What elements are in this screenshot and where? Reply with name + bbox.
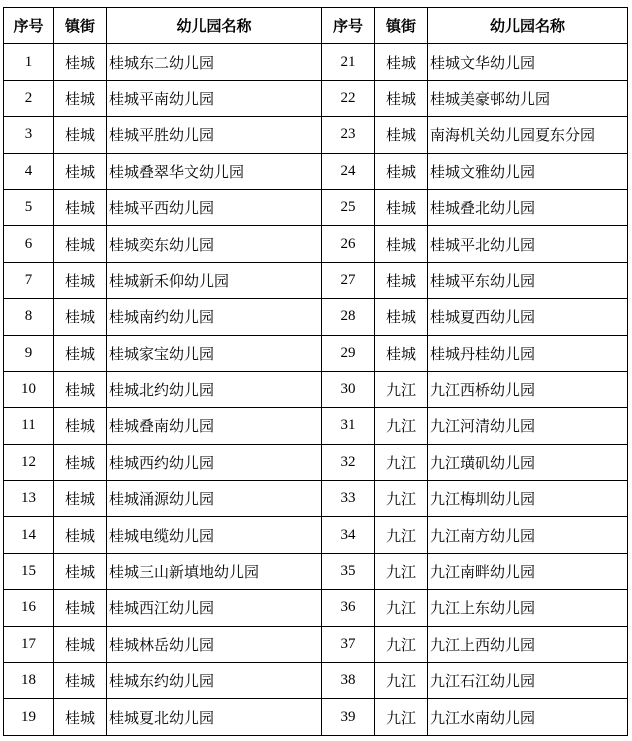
table-row [4, 117, 628, 153]
row-kindergarten-name: 桂城南约幼儿园 [107, 299, 322, 335]
row-kindergarten-name-right: 九江水南幼儿园 [428, 699, 628, 735]
row-index: 4 [4, 153, 54, 189]
row-kindergarten-name: 桂城三山新填地幼儿园 [107, 553, 322, 589]
row-kindergarten-name-right: 九江南方幼儿园 [428, 517, 628, 553]
row-kindergarten-name: 桂城平南幼儿园 [107, 80, 322, 116]
row-kindergarten-name-right: 九江上西幼儿园 [428, 626, 628, 662]
row-index-right: 27 [322, 262, 375, 298]
header-town-right: 镇街 [375, 8, 428, 44]
row-town-right: 桂城 [375, 335, 428, 371]
table-row [4, 663, 628, 699]
row-town-right: 桂城 [375, 189, 428, 225]
row-town-right: 桂城 [375, 80, 428, 116]
row-kindergarten-name: 桂城夏北幼儿园 [107, 699, 322, 735]
row-kindergarten-name-right: 九江西桥幼儿园 [428, 371, 628, 407]
row-town: 桂城 [54, 590, 107, 626]
row-town-right: 九江 [375, 663, 428, 699]
row-town: 桂城 [54, 626, 107, 662]
row-kindergarten-name: 桂城西约幼儿园 [107, 444, 322, 480]
row-index: 17 [4, 626, 54, 662]
table-row [4, 153, 628, 189]
kindergarten-table [3, 7, 628, 736]
row-town: 桂城 [54, 663, 107, 699]
row-town: 桂城 [54, 371, 107, 407]
row-kindergarten-name: 桂城平胜幼儿园 [107, 117, 322, 153]
row-index-right: 34 [322, 517, 375, 553]
table-row [4, 189, 628, 225]
table-row [4, 371, 628, 407]
header-row [4, 8, 628, 44]
row-town: 桂城 [54, 80, 107, 116]
table-row [4, 553, 628, 589]
table-body [4, 44, 628, 735]
row-index-right: 32 [322, 444, 375, 480]
row-kindergarten-name: 桂城北约幼儿园 [107, 371, 322, 407]
row-index: 19 [4, 699, 54, 735]
row-kindergarten-name-right: 九江河清幼儿园 [428, 408, 628, 444]
row-town: 桂城 [54, 335, 107, 371]
row-kindergarten-name: 桂城东约幼儿园 [107, 663, 322, 699]
row-index: 3 [4, 117, 54, 153]
row-kindergarten-name-right: 九江石江幼儿园 [428, 663, 628, 699]
row-town: 桂城 [54, 699, 107, 735]
row-index-right: 35 [322, 553, 375, 589]
row-kindergarten-name: 桂城叠南幼儿园 [107, 408, 322, 444]
row-town: 桂城 [54, 299, 107, 335]
row-kindergarten-name: 桂城西江幼儿园 [107, 590, 322, 626]
row-town-right: 桂城 [375, 299, 428, 335]
row-town: 桂城 [54, 153, 107, 189]
table-row [4, 481, 628, 517]
row-index-right: 30 [322, 371, 375, 407]
row-kindergarten-name-right: 南海机关幼儿园夏东分园 [428, 117, 628, 153]
row-town: 桂城 [54, 553, 107, 589]
row-kindergarten-name-right: 桂城美豪邨幼儿园 [428, 80, 628, 116]
table-row [4, 44, 628, 80]
row-kindergarten-name: 桂城涌源幼儿园 [107, 481, 322, 517]
row-index: 6 [4, 226, 54, 262]
row-index: 14 [4, 517, 54, 553]
row-kindergarten-name: 桂城平西幼儿园 [107, 189, 322, 225]
row-index-right: 23 [322, 117, 375, 153]
row-index: 7 [4, 262, 54, 298]
row-kindergarten-name: 桂城新禾仰幼儿园 [107, 262, 322, 298]
header-index: 序号 [4, 8, 54, 44]
row-index: 11 [4, 408, 54, 444]
row-index-right: 37 [322, 626, 375, 662]
row-index: 12 [4, 444, 54, 480]
row-town: 桂城 [54, 117, 107, 153]
row-index-right: 39 [322, 699, 375, 735]
header-kindergarten-name: 幼儿园名称 [107, 8, 322, 44]
row-index: 8 [4, 299, 54, 335]
table-row [4, 299, 628, 335]
row-kindergarten-name: 桂城家宝幼儿园 [107, 335, 322, 371]
row-town-right: 九江 [375, 517, 428, 553]
row-index: 1 [4, 44, 54, 80]
row-kindergarten-name-right: 九江梅圳幼儿园 [428, 481, 628, 517]
row-index-right: 28 [322, 299, 375, 335]
row-index: 13 [4, 481, 54, 517]
row-kindergarten-name: 桂城林岳幼儿园 [107, 626, 322, 662]
row-index-right: 24 [322, 153, 375, 189]
row-index-right: 38 [322, 663, 375, 699]
row-kindergarten-name-right: 九江璜矶幼儿园 [428, 444, 628, 480]
row-index: 16 [4, 590, 54, 626]
table-row [4, 262, 628, 298]
row-index: 5 [4, 189, 54, 225]
row-index: 10 [4, 371, 54, 407]
table-row [4, 408, 628, 444]
header-town: 镇街 [54, 8, 107, 44]
row-kindergarten-name-right: 桂城文华幼儿园 [428, 44, 628, 80]
row-town: 桂城 [54, 44, 107, 80]
row-town-right: 九江 [375, 626, 428, 662]
row-town: 桂城 [54, 481, 107, 517]
row-town-right: 桂城 [375, 44, 428, 80]
row-index: 18 [4, 663, 54, 699]
row-town: 桂城 [54, 517, 107, 553]
row-index-right: 29 [322, 335, 375, 371]
table-row [4, 80, 628, 116]
table-row [4, 335, 628, 371]
row-index-right: 36 [322, 590, 375, 626]
table-row [4, 590, 628, 626]
row-index-right: 26 [322, 226, 375, 262]
row-kindergarten-name-right: 桂城叠北幼儿园 [428, 189, 628, 225]
row-index: 2 [4, 80, 54, 116]
row-kindergarten-name: 桂城奕东幼儿园 [107, 226, 322, 262]
row-town-right: 九江 [375, 481, 428, 517]
table-row [4, 699, 628, 735]
row-kindergarten-name-right: 桂城文雅幼儿园 [428, 153, 628, 189]
row-kindergarten-name: 桂城叠翠华文幼儿园 [107, 153, 322, 189]
row-kindergarten-name-right: 桂城夏西幼儿园 [428, 299, 628, 335]
row-town-right: 桂城 [375, 153, 428, 189]
row-index: 15 [4, 553, 54, 589]
row-town-right: 九江 [375, 444, 428, 480]
row-town-right: 桂城 [375, 117, 428, 153]
row-index-right: 33 [322, 481, 375, 517]
row-kindergarten-name-right: 桂城平东幼儿园 [428, 262, 628, 298]
row-kindergarten-name-right: 九江南畔幼儿园 [428, 553, 628, 589]
row-index-right: 25 [322, 189, 375, 225]
row-kindergarten-name-right: 桂城平北幼儿园 [428, 226, 628, 262]
row-town-right: 九江 [375, 553, 428, 589]
table-row [4, 517, 628, 553]
row-town: 桂城 [54, 189, 107, 225]
row-kindergarten-name-right: 九江上东幼儿园 [428, 590, 628, 626]
row-index-right: 21 [322, 44, 375, 80]
row-town-right: 桂城 [375, 226, 428, 262]
table-row [4, 226, 628, 262]
row-town-right: 九江 [375, 371, 428, 407]
row-town: 桂城 [54, 226, 107, 262]
row-kindergarten-name: 桂城电缆幼儿园 [107, 517, 322, 553]
row-kindergarten-name-right: 桂城丹桂幼儿园 [428, 335, 628, 371]
row-index-right: 22 [322, 80, 375, 116]
row-town-right: 桂城 [375, 262, 428, 298]
header-index-right: 序号 [322, 8, 375, 44]
header-kindergarten-name-right: 幼儿园名称 [428, 8, 628, 44]
row-town: 桂城 [54, 444, 107, 480]
row-town: 桂城 [54, 408, 107, 444]
row-town: 桂城 [54, 262, 107, 298]
row-kindergarten-name: 桂城东二幼儿园 [107, 44, 322, 80]
row-index: 9 [4, 335, 54, 371]
table-row [4, 626, 628, 662]
row-index-right: 31 [322, 408, 375, 444]
table-row [4, 444, 628, 480]
row-town-right: 九江 [375, 408, 428, 444]
row-town-right: 九江 [375, 590, 428, 626]
row-town-right: 九江 [375, 699, 428, 735]
